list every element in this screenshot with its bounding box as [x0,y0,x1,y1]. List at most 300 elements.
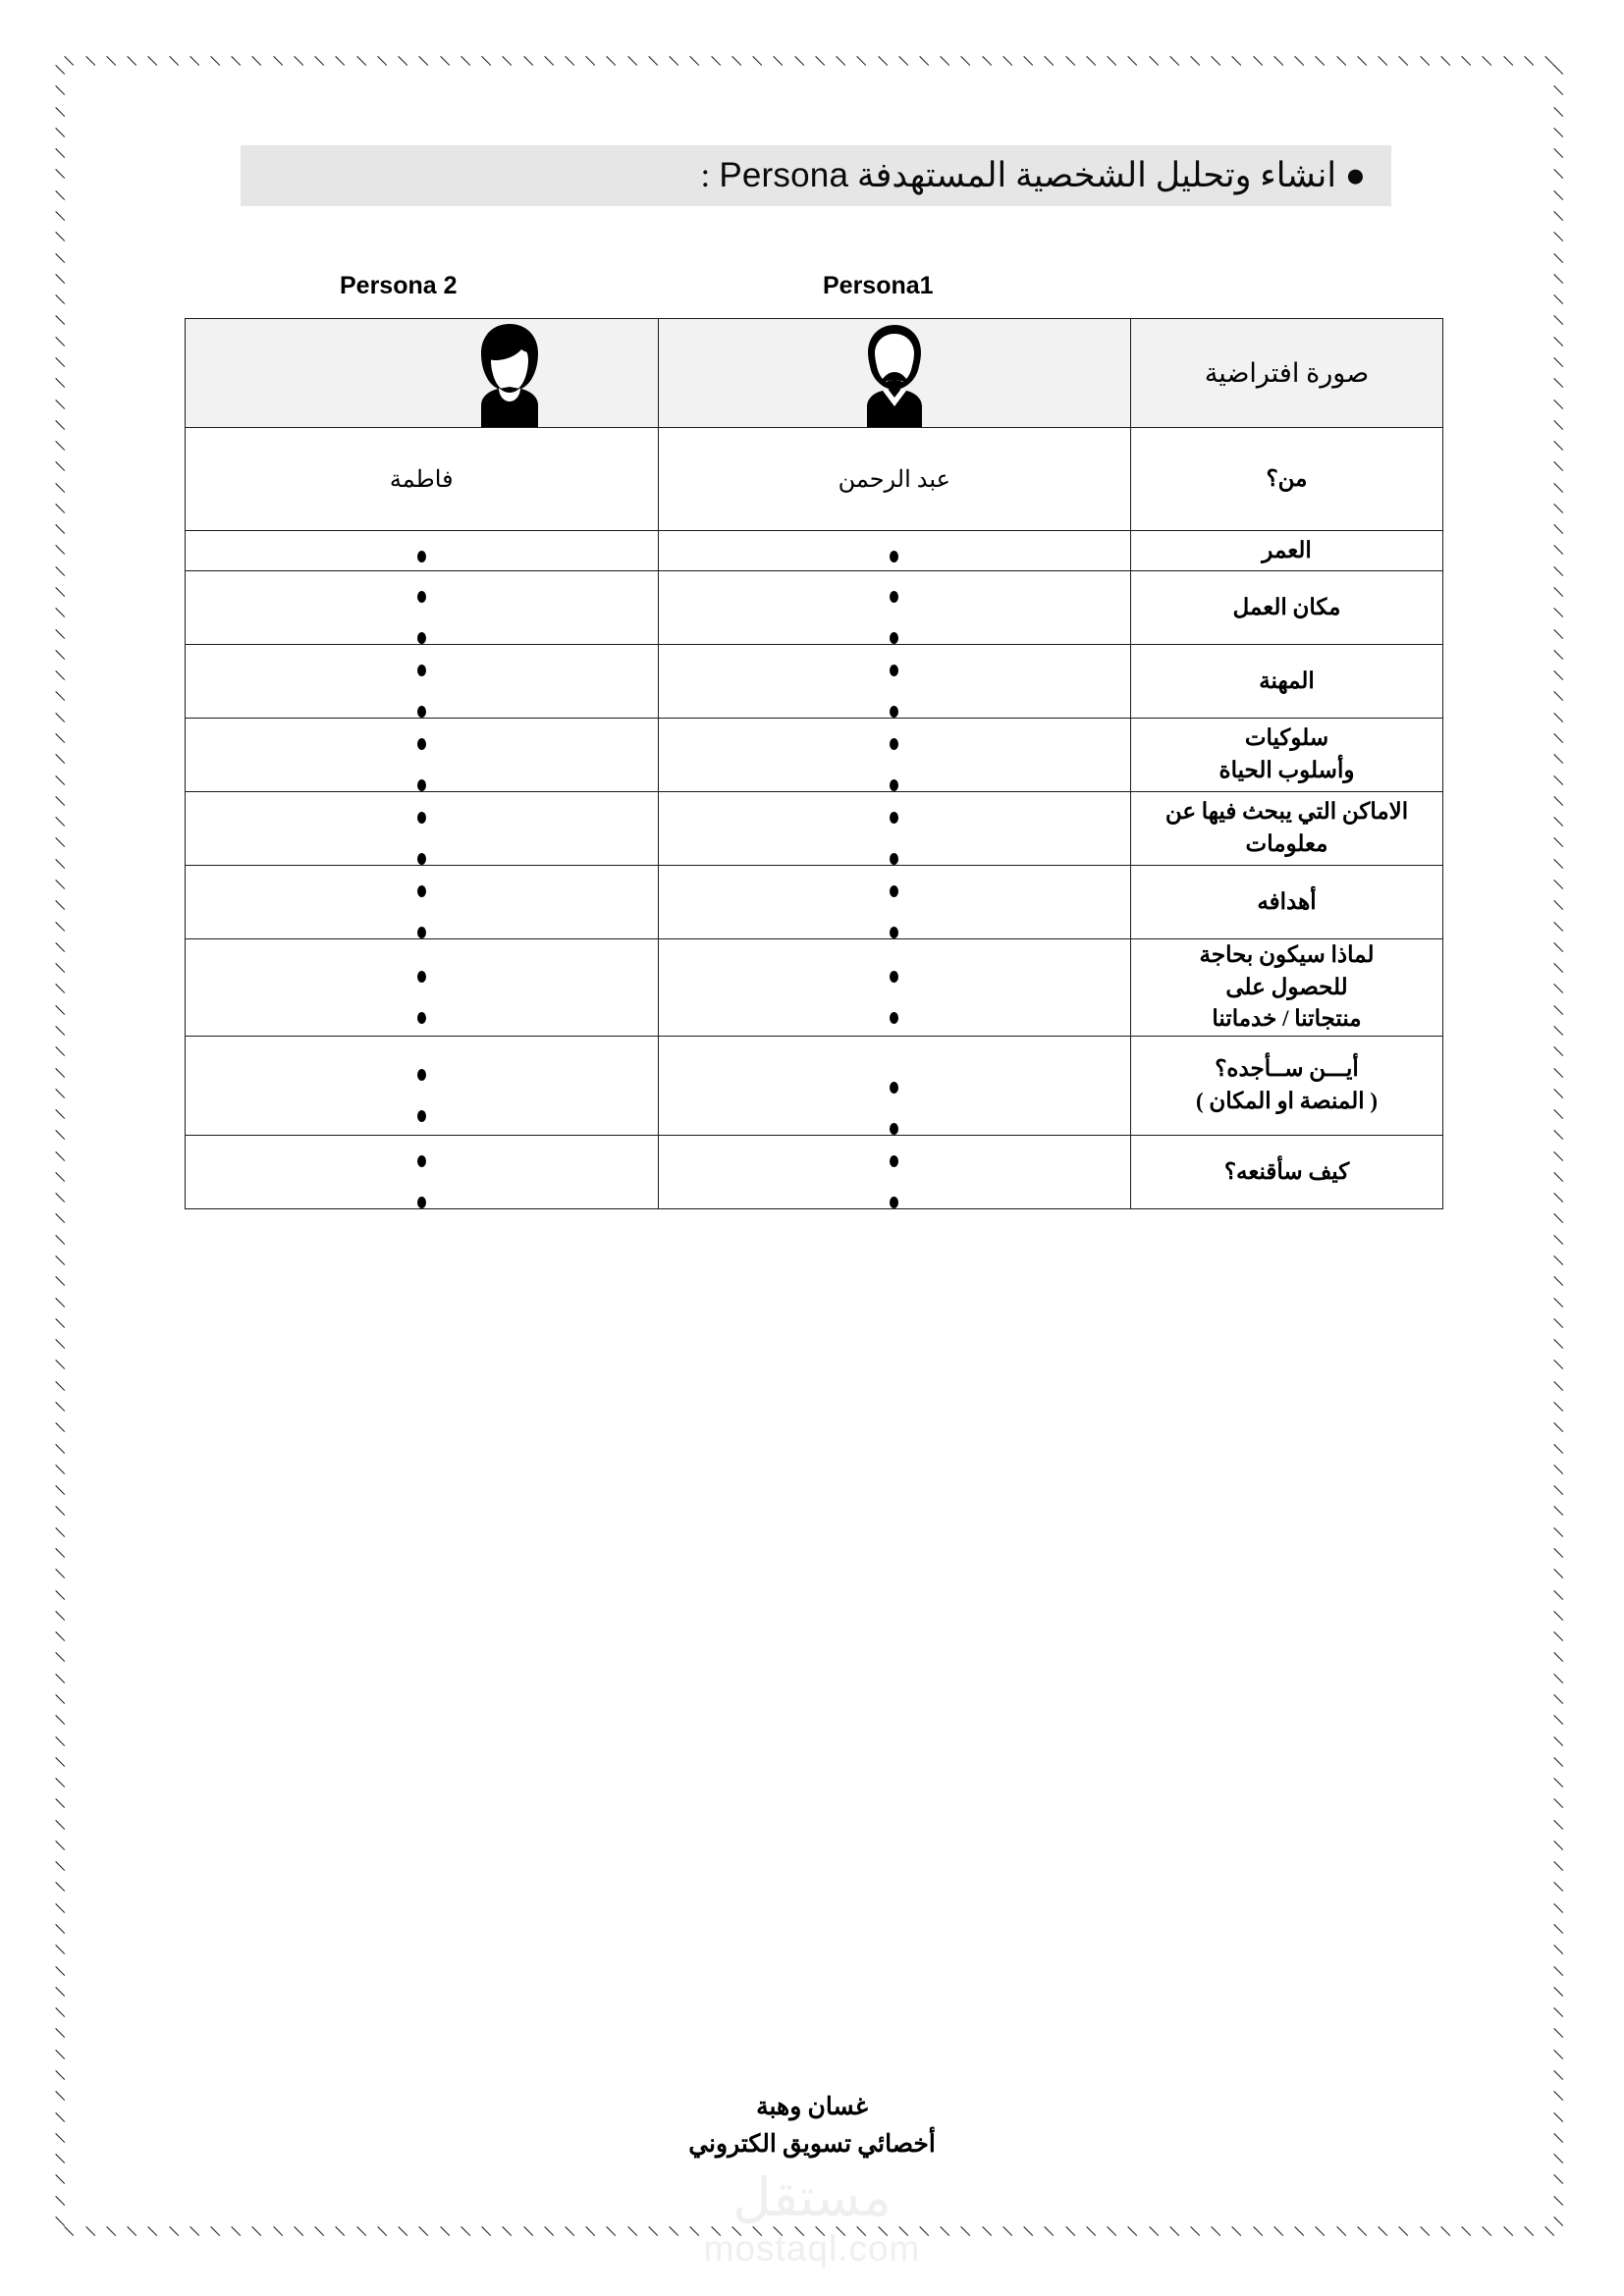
border-tick [1502,54,1520,72]
border-tick [1552,1442,1570,1460]
bullet-list [659,866,1131,938]
bullet-list [186,531,658,570]
bullet-point [417,779,426,791]
border-tick [1552,1880,1570,1897]
border-tick [1552,376,1570,394]
bullet-point [890,971,898,983]
border-tick [54,146,72,164]
persona1-cell[interactable] [658,428,1131,531]
border-tick [54,376,72,394]
border-tick [751,54,769,72]
border-tick [209,54,227,72]
border-tick [1481,2224,1498,2242]
border-tick [1552,1859,1570,1877]
table-column-headers [185,272,1439,309]
border-tick [54,961,72,979]
border-tick [54,1211,72,1229]
border-tick [54,1818,72,1836]
border-tick [1377,2224,1394,2242]
border-tick [1064,54,1082,72]
border-tick [1552,2048,1570,2065]
border-tick [731,54,748,72]
bullet-point [890,885,898,897]
border-tick [1397,2224,1415,2242]
border-tick [54,1316,72,1334]
border-tick [1552,1316,1570,1334]
border-tick [1064,2224,1082,2242]
border-tick [1552,481,1570,499]
border-ticks-right [1552,63,1570,2233]
bullet-point [417,853,426,865]
border-tick [668,2224,685,2242]
bullet-point [890,779,898,791]
border-tick [54,648,72,666]
border-tick [1552,1692,1570,1710]
border-tick [1419,54,1436,72]
border-tick [54,1044,72,1062]
border-tick [54,1525,72,1543]
border-tick [981,2224,999,2242]
border-tick [522,2224,540,2242]
border-tick [1272,2224,1290,2242]
persona2-cell[interactable] [186,1036,659,1135]
border-tick [54,335,72,352]
site-watermark [0,2168,1624,2269]
row-label: سلوكيات وأسلوب الحياة [1131,719,1443,792]
border-tick [710,54,728,72]
border-tick [54,731,72,749]
border-tick [1552,1483,1570,1501]
border-tick [54,1420,72,1438]
border-tick [1552,1087,1570,1104]
border-tick [1552,1776,1570,1793]
border-tick [293,2224,310,2242]
border-tick [793,54,811,72]
table-row [186,866,1443,939]
border-tick [772,2224,789,2242]
table-row [186,1135,1443,1208]
border-tick [1552,752,1570,770]
border-tick [1377,54,1394,72]
border-tick [54,1358,72,1375]
border-tick [1356,54,1374,72]
persona2-cell[interactable] [186,428,659,531]
row-label: الاماكن التي يبحث فيها عن معلومات [1131,792,1443,866]
border-tick [54,1839,72,1856]
border-tick [1552,1128,1570,1146]
border-tick [918,2224,936,2242]
border-tick [54,2048,72,2065]
border-tick [1552,2172,1570,2190]
border-tick [54,585,72,603]
border-tick [54,459,72,477]
document-footer [0,2089,1624,2163]
border-tick [1552,2068,1570,2086]
border-tick [417,54,435,72]
border-tick [688,2224,706,2242]
border-tick [54,1609,72,1627]
footer-author-name: غسان وهبة [756,2094,868,2120]
bullet-point [417,665,426,676]
border-tick [397,2224,414,2242]
border-tick [1252,54,1270,72]
bullet-list [186,719,658,791]
row-label: العمر [1131,531,1443,571]
border-tick [1552,1024,1570,1041]
border-tick [1552,1296,1570,1313]
border-tick [793,2224,811,2242]
border-tick [1552,1337,1570,1355]
persona2-cell[interactable] [186,531,659,571]
watermark-arabic: مستقل [732,2168,892,2227]
border-tick [230,2224,247,2242]
table-row [186,719,1443,792]
border-tick [54,940,72,958]
persona1-cell[interactable] [658,1036,1131,1135]
border-tick [939,54,956,72]
border-tick [1460,2224,1478,2242]
bullet-point [417,885,426,897]
border-tick [1189,2224,1207,2242]
border-tick [54,1379,72,1397]
border-tick [54,313,72,331]
border-tick [981,54,999,72]
border-tick [1552,543,1570,561]
border-tick [1293,54,1311,72]
border-tick [1210,2224,1227,2242]
border-tick [54,209,72,227]
persona1-cell[interactable] [658,866,1131,939]
border-tick [54,1463,72,1480]
border-tick [54,1859,72,1877]
bullet-list [659,531,1131,570]
border-tick [1552,1609,1570,1627]
border-tick [54,1776,72,1793]
border-tick [313,2224,331,2242]
persona1-cell[interactable] [658,719,1131,792]
border-tick [54,689,72,707]
border-tick [1523,2224,1541,2242]
border-tick [1552,146,1570,164]
persona2-cell[interactable] [186,792,659,866]
bullet-list [186,792,658,865]
border-tick [54,1964,72,1982]
border-tick [54,1629,72,1647]
border-tick [1552,167,1570,185]
border-tick [105,2224,123,2242]
border-tick [877,54,894,72]
border-tick [54,1943,72,1960]
border-tick [54,2172,72,2190]
persona1-cell[interactable] [658,531,1131,571]
border-tick [126,2224,143,2242]
bullet-point [417,1197,426,1208]
border-tick [1106,54,1123,72]
border-tick [688,54,706,72]
border-tick [1552,1149,1570,1167]
row-label: لماذا سيكون بحاجة للحصول على منتجاتنا / خدماتنا [1131,939,1443,1037]
border-tick [835,54,852,72]
border-tick [1552,1901,1570,1919]
border-tick [1552,627,1570,645]
border-tick [1552,2026,1570,2044]
border-tick [250,2224,268,2242]
border-tick [54,1191,72,1208]
persona2-cell[interactable] [186,571,659,645]
border-tick [1552,459,1570,477]
border-tick [501,2224,518,2242]
border-tick [1419,2224,1436,2242]
border-tick [54,1296,72,1313]
bullet-point [417,1069,426,1081]
border-tick [54,83,72,101]
border-tick [1439,2224,1457,2242]
bullet-point [417,591,426,603]
border-tick [397,54,414,72]
border-tick [54,126,72,143]
persona1-cell[interactable] [658,571,1131,645]
border-tick [1552,502,1570,519]
border-tick [54,1483,72,1501]
border-tick [731,2224,748,2242]
border-tick [54,1149,72,1167]
border-tick [814,2224,832,2242]
border-tick [897,2224,915,2242]
border-tick [1552,1588,1570,1606]
persona1-cell[interactable] [658,792,1131,866]
border-tick [1552,1066,1570,1084]
border-tick [54,272,72,290]
bullet-point [890,591,898,603]
border-tick [54,752,72,770]
border-tick [54,398,72,415]
row-label: صورة افتراضية [1131,319,1443,428]
persona2-cell[interactable] [186,939,659,1037]
border-tick [54,418,72,436]
border-tick [1552,1274,1570,1292]
border-tick [1552,188,1570,206]
border-tick [460,54,477,72]
persona1-cell[interactable] [658,939,1131,1037]
title-latin-text: Persona [719,156,849,194]
border-tick [54,711,72,728]
watermark-domain: mostaql.com [703,2228,921,2269]
border-tick [1552,731,1570,749]
border-tick [1552,293,1570,310]
border-tick [54,167,72,185]
border-tick [751,2224,769,2242]
border-tick [54,1442,72,1460]
border-tick [54,1254,72,1271]
border-tick [918,54,936,72]
border-tick [417,2224,435,2242]
border-tick [54,1672,72,1689]
border-tick [1552,1818,1570,1836]
border-tick [54,502,72,519]
border-tick [1552,63,1570,80]
border-tick [1552,711,1570,728]
border-tick [250,54,268,72]
border-tick [439,54,457,72]
border-tick [54,481,72,499]
border-tick [63,2224,81,2242]
bullet-list [659,571,1131,644]
border-tick [54,1504,72,1522]
bullet-list [659,719,1131,791]
border-tick [1397,54,1415,72]
border-tick [54,1233,72,1251]
border-tick [1552,648,1570,666]
persona2-cell[interactable] [186,645,659,719]
border-tick [877,2224,894,2242]
border-tick [1481,54,1498,72]
border-tick [1552,835,1570,853]
persona-analysis-table [185,318,1443,1209]
border-tick [1230,2224,1248,2242]
row-label: المهنة [1131,645,1443,719]
bullet-list [186,951,658,1024]
border-tick [959,2224,977,2242]
border-tick [54,251,72,269]
bullet-list [186,1049,658,1122]
table-row [186,645,1443,719]
border-tick [897,54,915,72]
border-tick [54,355,72,373]
border-tick [1148,54,1165,72]
bullet-point [890,812,898,824]
border-tick [1552,668,1570,686]
persona2-cell[interactable] [186,719,659,792]
border-tick [647,2224,665,2242]
border-tick [814,54,832,72]
bullet-point [417,738,426,750]
border-tick [63,54,81,72]
female-avatar-icon [467,321,552,427]
border-tick [1543,54,1561,72]
persona2-cell[interactable] [186,1135,659,1208]
border-tick [1543,2224,1561,2242]
border-tick [1552,1044,1570,1062]
border-tick [54,898,72,916]
border-tick [1085,54,1103,72]
border-tick [54,1713,72,1731]
border-tick [1552,313,1570,331]
border-tick [54,1003,72,1021]
border-tick [1252,2224,1270,2242]
table-row [186,792,1443,866]
border-tick [1552,1650,1570,1668]
bullet-point [890,632,898,644]
border-tick [543,54,561,72]
border-tick [54,2005,72,2023]
border-tick [710,2224,728,2242]
border-tick [1043,2224,1060,2242]
bullet-point [417,1155,426,1167]
border-tick [1335,54,1353,72]
border-tick [1552,230,1570,247]
bullet-list [659,792,1131,865]
border-tick [959,54,977,72]
bullet-point [890,1082,898,1094]
border-tick [1230,54,1248,72]
persona2-cell[interactable] [186,319,659,428]
border-tick [1552,1922,1570,1940]
border-tick [1552,961,1570,979]
bullet-point [890,1123,898,1135]
border-tick [272,54,290,72]
border-tick [480,54,498,72]
bullet-point [417,551,426,562]
border-tick [605,2224,623,2242]
border-tick [209,2224,227,2242]
row-label: من؟ [1131,428,1443,531]
row-label: كيف سأقنعه؟ [1131,1135,1443,1208]
border-tick [1552,398,1570,415]
border-tick [54,1880,72,1897]
border-tick [1126,54,1144,72]
border-tick [355,54,373,72]
border-tick [272,2224,290,2242]
border-tick [1085,2224,1103,2242]
border-tick [54,878,72,895]
border-ticks-top [63,54,1561,72]
border-tick [54,543,72,561]
border-tick [1552,1463,1570,1480]
border-tick [1552,522,1570,540]
border-tick [439,2224,457,2242]
bullet-point [417,1012,426,1024]
bullet-list [659,1136,1131,1208]
bullet-point [890,551,898,562]
page-title [700,156,1366,195]
footer-author-role: أخصائي تسويق الكتروني [688,2130,936,2158]
bullet-point [890,706,898,718]
border-tick [1552,1839,1570,1856]
border-tick [54,1024,72,1041]
bullet-point [890,665,898,676]
border-tick [126,54,143,72]
border-tick [1552,920,1570,937]
border-tick [54,1337,72,1355]
row-label: أهدافه [1131,866,1443,939]
border-tick [1552,982,1570,999]
border-tick [584,54,602,72]
persona1-cell[interactable] [658,645,1131,719]
border-tick [54,1692,72,1710]
persona1-cell[interactable] [658,1135,1131,1208]
border-tick [1552,1379,1570,1397]
border-tick [54,606,72,623]
border-tick [355,2224,373,2242]
persona2-cell[interactable] [186,866,659,939]
border-tick [54,439,72,456]
border-tick [1552,585,1570,603]
border-tick [584,2224,602,2242]
bullet-list [186,645,658,718]
border-tick [1552,2194,1570,2212]
border-tick [1552,335,1570,352]
title-banner [241,145,1391,206]
border-tick [1523,54,1541,72]
border-tick [84,54,102,72]
bullet-list [659,645,1131,718]
border-tick [54,1901,72,1919]
border-tick [1126,2224,1144,2242]
border-tick [54,1650,72,1668]
border-tick [1552,1504,1570,1522]
border-tick [54,1274,72,1292]
border-tick [1552,1420,1570,1438]
